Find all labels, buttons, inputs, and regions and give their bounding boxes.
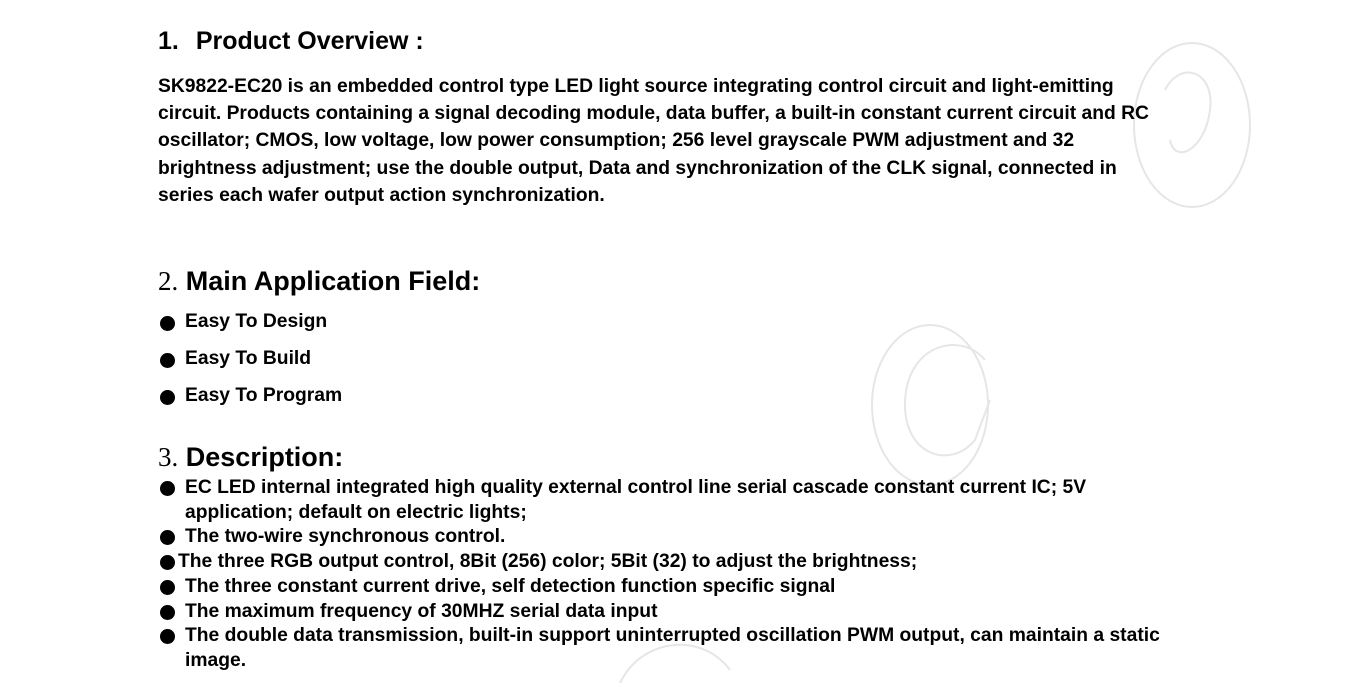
application-field-list [160, 311, 342, 422]
list-item-text: The maximum frequency of 30MHZ serial data input [185, 600, 658, 622]
list-item [160, 624, 1175, 673]
list-item-text: The three constant current drive, self detection function specific signal [185, 575, 836, 597]
bullet-icon [160, 580, 175, 595]
section3-title: Description: [185, 442, 344, 472]
section3-heading [158, 442, 343, 473]
list-item [160, 311, 342, 348]
bullet-icon [160, 353, 175, 368]
section2-heading [158, 266, 480, 297]
list-item [160, 525, 1175, 550]
list-item-text: Easy To Program [185, 385, 343, 406]
section1-heading [158, 27, 424, 56]
section1-number: 1. [158, 27, 179, 55]
section3-number: 3. [158, 442, 179, 472]
list-item-text: Easy To Build [185, 348, 312, 369]
product-overview-paragraph: SK9822-EC20 is an embedded control type LED light source integrating control circuit and light-emitting circuit. Products containing a signal decoding module, data buffer, a built-in constant current circuit and RC oscillator; CMOS, low voltage, low power consumption; 256 level grayscale PWM adjustment and 32 brightness adjustment; use the double output, Data and synchronization of the CLK signal, connected in series each wafer output action synchronization. [158, 76, 1149, 206]
section2-number: 2. [158, 266, 179, 296]
list-item-text: The three RGB output control, 8Bit (256) color; 5Bit (32) to adjust the brightness; [178, 551, 918, 573]
section2-title: Main Application Field: [185, 266, 481, 296]
list-item [160, 476, 1175, 525]
list-item-text: The double data transmission, built-in support uninterrupted oscillation PWM output, can maintain a static image. [185, 625, 1160, 671]
list-item [160, 575, 1175, 600]
bullet-icon [160, 530, 175, 545]
list-item-text: EC LED internal integrated high quality external control line serial cascade constant current IC; 5V application; default on electric lights; [185, 477, 1087, 523]
bullet-icon [160, 481, 175, 496]
bullet-icon [160, 390, 175, 405]
bullet-icon [160, 629, 175, 644]
list-item [160, 600, 1175, 625]
list-item-text: The two-wire synchronous control. [185, 526, 506, 548]
bullet-icon [160, 316, 175, 331]
section1-title: Product Overview : [195, 27, 424, 55]
list-item-text: Easy To Design [185, 311, 328, 332]
list-item [160, 550, 1175, 575]
description-list [160, 476, 1175, 674]
bullet-icon [160, 555, 175, 570]
list-item [160, 385, 342, 422]
bullet-icon [160, 605, 175, 620]
list-item [160, 348, 342, 385]
